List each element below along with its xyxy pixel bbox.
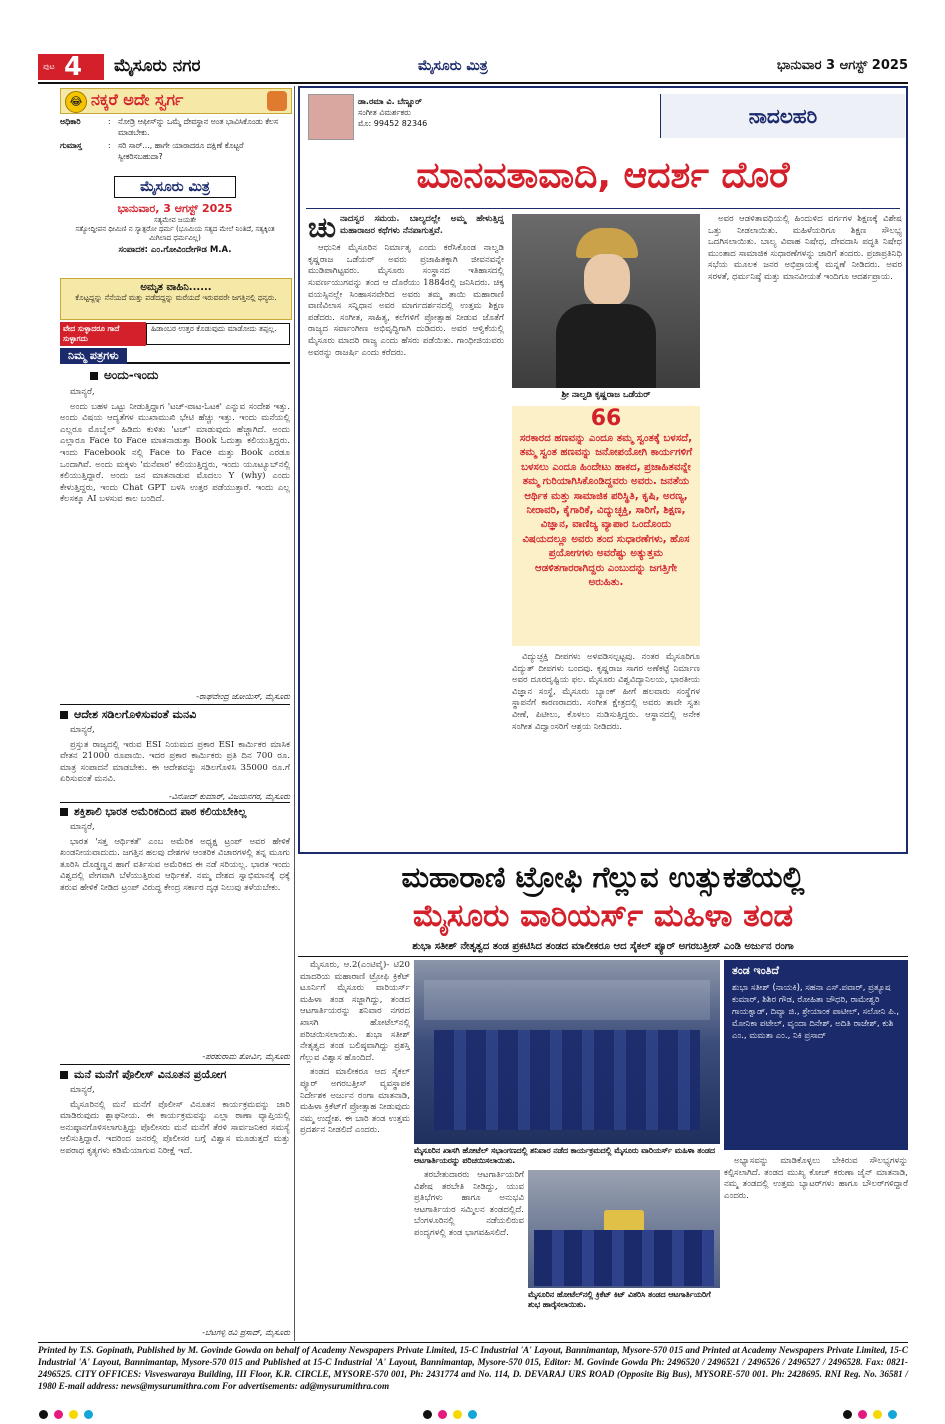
- bullet-icon: [60, 1071, 68, 1079]
- amrutha-box: [60, 278, 292, 320]
- letter-salutation: ಮಾನ್ಯರೆ,: [70, 387, 95, 397]
- nakkare-q-text: ನೋಡ್ರಿ ಆಫೀಸ್‌ನ್ನು ಒಮ್ಮೆ ದೇವಸ್ಥಾನ ಅಂತ ಭಾವಿಸಿಕೊಂಡು ಕೆಲಸ ಮಾಡಬೇಕು.: [118, 117, 278, 137]
- page-number-badge: [38, 54, 104, 80]
- reg-dot-icon: [423, 1410, 432, 1419]
- ear-editor: ಸಂಪಾದಕ: ಎಂ.ಗೋವಿಂದೇಗೌಡ M.A.: [118, 245, 232, 255]
- team-list-box: [724, 960, 908, 1150]
- quote-mark-icon: 66: [590, 406, 622, 431]
- author-role: ಸಂಗೀತ ವಿಮರ್ಶಕರು: [358, 108, 411, 117]
- reg-dot-icon: [453, 1410, 462, 1419]
- letter-title: ಶಕ್ತಿಶಾಲಿ ಭಾರತ ಅಮೆರಿಕದಿಂದ ಪಾಠ ಕಲಿಯಬೇಕಿಲ್ಲ: [74, 806, 247, 818]
- amrutha-text: ಕೊಟ್ಟದ್ದನ್ನು ನೆನೆಯದೆ ಮತ್ತು ಪಡೆದದ್ದನ್ನು ಮರೆಯದೆ ಇರುವವರೇ ಜಗತ್ತಿನಲ್ಲಿ ಧನ್ಯರು.: [75, 293, 277, 302]
- reg-dot-icon: [858, 1410, 867, 1419]
- author-info: [358, 96, 558, 129]
- sports-body-4: ಅಭ್ಯಾಸವನ್ನು ಮಾಡಿಕೊಳ್ಳಲು ಬೇಕಿರುವ ಸೌಲಭ್ಯಗಳನ್ನು ಕಲ್ಪಿಸಲಾಗಿದೆ. ತಂಡದ ಮುಖ್ಯ ಕೋಚ್ ಕರುಣಾ ಜೈನ್ ಮಾತನಾಡಿ, ನಮ್ಮ ತಂಡದಲ್ಲಿ ಉತ್ತಮ ಬ್ಯಾಟರ್‌ಗಳು ಹಾಗೂ ಬೌಲರ್‌ಗಳಿದ್ದಾರೆ ಎಂದರು.: [724, 1156, 908, 1201]
- feature-intro: ನಾದಸ್ವರ ಸಮಯ. ಬಾಲ್ಯದಲ್ಲೇ ಅಮ್ಮ ಹೇಳುತ್ತಿದ್ದ ಮಹಾರಾಜರ ಕಥೆಗಳು ನೆನಪಾಗುತ್ತವೆ.: [340, 214, 504, 236]
- sports-col2: [414, 1170, 524, 1318]
- nakkare-q-label: ಅಧಿಕಾರಿ: [60, 117, 81, 126]
- author-name: ಡಾ.ರಮಾ ವಿ. ಬೆಣ್ಣೂರ್: [358, 97, 422, 106]
- author-phone: ಮೊ: 99452 82346: [358, 119, 428, 128]
- letter-title: ಮನೆ ಮನೆಗೆ ಪೊಲೀಸ್ ವಿನೂತನ ಪ್ರಯೋಗ: [74, 1068, 227, 1081]
- ear-panel: [60, 176, 290, 276]
- proverb-left: ವೇದ ಸುಳ್ಳಾದರೂ ಗಾದೆ ಸುಳ್ಳಾಗದು: [60, 322, 146, 346]
- proverb-right: ಹಿಡಾಂಬರ ಉತ್ತರ ಕೊಡುವುದು ಮಾಡೋದು ತಪ್ಪಲ್ಲ.: [146, 323, 290, 345]
- sports-headline-2: ಮೈಸೂರು ವಾರಿಯರ್ಸ್ ಮಹಿಳಾ ತಂಡ: [412, 898, 794, 934]
- letter-salutation: ಮಾನ್ಯರೆ,: [70, 725, 95, 735]
- letter-signature: -ಪರಶುರಾಮ ತೋರ್ವಿ, ಮೈಸೂರು: [202, 1052, 290, 1061]
- letters-header: [60, 344, 290, 364]
- nakkare-dialogue: ಅಧಿಕಾರಿ : ನೋಡ್ರಿ ಆಫೀಸ್‌ನ್ನು ಒಮ್ಮೆ ದೇವಸ್ಥಾನ ಅಂತ ಭಾವಿಸಿಕೊಂಡು ಕೆಲಸ ಮಾಡಬೇಕು. ಗುಮಾಸ್ತ : ಸರಿ ಸಾರ್..., ಹಾಗೇ ಯಾರಾದರೂ ದಕ್ಷಿಣೆ ಕೊಟ್ಟರೆ ಸ್ವೀಕರಿಸಬಹುದಾ?: [60, 116, 290, 162]
- sports-headline-1: ಮಹಾರಾಣಿ ಟ್ರೋಫಿ ಗೆಲ್ಲುವ ಉತ್ಸುಕತೆಯಲ್ಲಿ: [401, 860, 805, 894]
- nakkare-a-text: ಸರಿ ಸಾರ್..., ಹಾಗೇ ಯಾರಾದರೂ ದಕ್ಷಿಣೆ ಕೊಟ್ಟರೆ ಸ್ವೀಕರಿಸಬಹುದಾ?: [118, 141, 244, 161]
- paper-name-small: ಮೈಸೂರು ಮಿತ್ರ: [418, 58, 488, 74]
- team-list-title: ತಂಡ ಇಂತಿದೆ: [732, 964, 779, 977]
- letter-signature: -ವಿನೋದ್ ಕುಮಾರ್, ವಿಜಯನಗರ, ಮೈಸೂರು: [168, 792, 290, 801]
- team-photo: [414, 960, 720, 1144]
- kit-photo-caption: ಮೈಸೂರಿನ ಹೋಟೆಲ್‌ನಲ್ಲಿ ಕ್ರಿಕೆಟ್ ಕಿಟ್ ವಿತರಿಸಿ ತಂಡದ ಆಟಗಾರ್ತಿಯರಿಗೆ ಶುಭ ಹಾರೈಸಲಾಯಿತು.: [528, 1290, 711, 1309]
- imprint-text: Printed by T.S. Gopinath, Published by M. Govinde Gowda on behalf of Academy Newspapers Private Limited, 15-C Industrial 'A' Layout, Bannimantap, Mysore-570 015 and Printed at Academy Newspapers Private Limited, 15-C Industrial 'A' Layout, Bannimantap, Mysore-570 015 and Published at 15-C Industrial 'A' Layout, Bannimantap, Mysore-570 015, Editor: M. Govinde Gowda: [38, 1345, 908, 1367]
- reg-dot-icon: [888, 1410, 897, 1419]
- dropcap: ಚು: [308, 214, 337, 244]
- section-name: ಮೈಸೂರು ನಗರ: [114, 56, 201, 76]
- nakkare-a-label: ಗುಮಾಸ್ತ: [60, 141, 82, 150]
- letter-item: [60, 708, 290, 788]
- reg-dot-icon: [843, 1410, 852, 1419]
- feature-col1: [308, 214, 504, 846]
- page-number: 4: [64, 52, 83, 82]
- letter-body: ಮೈಸೂರಿನಲ್ಲಿ ಮನೆ ಮನೆಗೆ ಪೊಲೀಸ್ ವಿನೂತನ ಕಾರ್ಯಕ್ರಮವನ್ನು ಜಾರಿ ಮಾಡಿರುವುದು ಶ್ಲಾಘನೀಯ. ಈ ಕಾರ್ಯಕ್ರಮವನ್ನು ಎಲ್ಲಾ ಠಾಣಾ ವ್ಯಾಪ್ತಿಯಲ್ಲಿ ಅನುಷ್ಠಾನಗೊಳಿಸಲಾಗುತ್ತಿದ್ದು ಪೊಲೀಸರು ಮನೆ ಮನೆಗೆ ತೆರಳಿ ಸಾರ್ವಜನಿಕರ ಸಮಸ್ಯೆ ಆಲಿಸುತ್ತಿದ್ದಾರೆ. ಇದರಿಂದ ಜನರಲ್ಲಿ ಪೊಲೀಸರ ಬಗ್ಗೆ ವಿಶ್ವಾಸ ಮೂಡುತ್ತದೆ ಮತ್ತು ಅಪರಾಧ ಕೃತ್ಯಗಳು ಕಡಿಮೆಯಾಗುವ ನಿರೀಕ್ಷೆ ಇದೆ.: [60, 1099, 290, 1156]
- bullet-icon: [60, 808, 68, 816]
- feature-headline: ಮಾನವತಾವಾದಿ, ಆದರ್ಶ ದೊರೆ: [416, 155, 790, 196]
- nakkare-box: [60, 88, 290, 174]
- reg-dot-icon: [468, 1410, 477, 1419]
- feature-body-col3: ಅವರ ಆಡಳಿತಾವಧಿಯಲ್ಲಿ ಹಿಂದುಳಿದ ವರ್ಗಗಳ ಶಿಕ್ಷಣಕ್ಕೆ ವಿಶೇಷ ಒತ್ತು ನೀಡಲಾಯಿತು. ಮಹಿಳೆಯರಿಗೂ ಶಿಕ್ಷಣ ಸೌಲಭ್ಯ ಒದಗಿಸಲಾಯಿತು. ಬಾಲ್ಯ ವಿವಾಹ ನಿಷೇಧ, ದೇವದಾಸಿ ಪದ್ಧತಿ ನಿಷೇಧ ಮುಂತಾದ ಸಾಮಾಜಿಕ ಸುಧಾರಣೆಗಳನ್ನು ಜಾರಿಗೆ ತಂದರು. ಪ್ರಜಾಪ್ರತಿನಿಧಿ ಸಭೆಯ ಮೂಲಕ ಜನರ ಅಭಿಪ್ರಾಯಕ್ಕೆ ಮನ್ನಣೆ ನೀಡಿದರು. ಅವರ ಸರಳತೆ, ಧರ್ಮನಿಷ್ಠೆ ಮತ್ತು ಮಾನವೀಯತೆ ಇಂದಿಗೂ ಆದರ್ಶಪ್ರಾಯ.: [708, 214, 902, 282]
- registration-marks-left: [36, 1404, 96, 1423]
- reg-dot-icon: [84, 1410, 93, 1419]
- kit-photo: [528, 1170, 720, 1288]
- pullquote-text: ಸರಕಾರದ ಹಣವನ್ನು ಎಂದೂ ತಮ್ಮ ಸ್ವಂತಕ್ಕೆ ಬಳಸದೆ, ತಮ್ಮ ಸ್ವಂತ ಹಣವನ್ನು ಜನೋಪಯೋಗಿ ಕಾರ್ಯಗಳಿಗೆ ಬಳಸಲು ಎಂದೂ ಹಿಂದೇಟು ಹಾಕದ, ಪ್ರಜಾಹಿತವನ್ನೇ ತಮ್ಮ ಗುರಿಯಾಗಿಸಿಕೊಂಡಿದ್ದವರು ಅವರು. ಜನತೆಯ ಆರ್ಥಿಕ ಮತ್ತು ಸಾಮಾಜಿಕ ಪರಿಸ್ಥಿತಿ, ಕೃಷಿ, ಅರಣ್ಯ, ನೀರಾವರಿ, ಕೈಗಾರಿಕೆ, ವಿದ್ಯುಚ್ಛಕ್ತಿ, ಸಾರಿಗೆ, ಶಿಕ್ಷಣ, ವಿಜ್ಞಾನ, ವಾಣಿಜ್ಯ ವ್ಯಾಪಾರ ಒಂದೊಂದು ವಿಷಯದಲ್ಲೂ ಅವರು ತಂದ ಸುಧಾರಣೆಗಳು, ಹೊಸ ಪ್ರಯೋಗಗಳು ಅವರೆಷ್ಟು ಅತ್ಯುತ್ತಮ ಆಡಳಿತಗಾರರಾಗಿದ್ದರು ಎಂಬುದನ್ನು ಜಗತ್ತಿಗೇ ಅರುಹಿತು.: [519, 433, 693, 589]
- phones-text: Ph: 2496520 / 2496521 / 2496526 / 2496527 / 2496528. Fax: 0821-2496525. CITY OFFICES: Visveswaraya Building, III Floor, K.R. CIRCLE, MYSORE-570 001, Ph: 2431774 and No. 114, D. DEVARAJ URS ROAD (Opposite Big Bus), MYSORE-570 001. Ph: 2428695. RNI Reg. No. 36581 / 1980 E-mail address: news@mysurumithra.com For advertisements: ad@mysurumithra.com: [38, 1357, 908, 1391]
- ear-details: ಸತ್ಯೋದ್ದೀಪನ ಧೀಮಿಣಿ ನ ಸ್ಯಾತ್ಪರೋ ಧರ್ಮ (ಭೂಮಿಯ ಸತ್ಯದ ಮೇಲೆ ನಿಂತಿದೆ, ಸತ್ಯಕ್ಕಿಂತ ಮಿಗಿಲಾದ ಧರ್ಮವಿಲ್ಲ): [75, 225, 275, 242]
- letters-header-label: ನಿಮ್ಮ ಪತ್ರಗಳು: [60, 348, 127, 364]
- footer-imprint: [38, 1344, 908, 1392]
- registration-marks-center: [420, 1404, 480, 1423]
- team-photo-caption: ಮೈಸೂರಿನ ಖಾಸಗಿ ಹೋಟೆಲ್ ಸಭಾಂಗಣದಲ್ಲಿ ಶನಿವಾರ ನಡೆದ ಕಾರ್ಯಕ್ರಮದಲ್ಲಿ ಮೈಸೂರು ವಾರಿಯರ್ಸ್ ಮಹಿಳಾ ತಂಡದ ಆಟಗಾರ್ತಿಯರನ್ನು ಪರಿಚಯಿಸಲಾಯಿತು.: [414, 1146, 715, 1165]
- feature-body-col1: ಆಧುನಿಕ ಮೈಸೂರಿನ ನಿರ್ಮಾತೃ ಎಂದು ಕರೆಸಿಕೊಂಡ ನಾಲ್ವಡಿ ಕೃಷ್ಣರಾಜ ಒಡೆಯರ್ ಅವರು ಪ್ರಜಾಹಿತಕ್ಕಾಗಿ ಜೀವನವನ್ನೇ ಮುಡಿಪಾಗಿಟ್ಟವರು. ಮೈಸೂರು ಸಂಸ್ಥಾನದ ಇತಿಹಾಸದಲ್ಲಿ ಸುವರ್ಣಯುಗವನ್ನು ತಂದ ಆ ದೊರೆಯು 1884ರಲ್ಲಿ ಜನಿಸಿದರು. ಚಿಕ್ಕ ವಯಸ್ಸಿನಲ್ಲೇ ಸಿಂಹಾಸನವೇರಿದ ಅವರು ತಮ್ಮ ತಾಯಿ ಮಹಾರಾಣಿ ವಾಣಿವಿಲಾಸ ಸನ್ನಿಧಾನ ಅವರ ಮಾರ್ಗದರ್ಶನದಲ್ಲಿ ಉತ್ತಮ ಶಿಕ್ಷಣ ಪಡೆದರು. ಸಂಗೀತ, ಸಾಹಿತ್ಯ, ಕಲೆಗಳಿಗೆ ಪ್ರೋತ್ಸಾಹ ನೀಡುವ ಜೊತೆಗೆ ರಾಜ್ಯದ ಸರ್ವಾಂಗೀಣ ಅಭಿವೃದ್ಧಿಗಾಗಿ ದುಡಿದರು. ಅವರ ಆಳ್ವಿಕೆಯಲ್ಲಿ ಮೈಸೂರು ಮಾದರಿ ರಾಜ್ಯ ಎಂದು ಹೆಸರು ಪಡೆಯಿತು. ಗಾಂಧೀಜಿಯವರು ಅವರನ್ನು ರಾಜರ್ಷಿ ಎಂದು ಕರೆದರು.: [308, 243, 504, 358]
- sports-body-3: ತರಬೇತುದಾರರು ಆಟಗಾರ್ತಿಯರಿಗೆ ವಿಶೇಷ ತರಬೇತಿ ನೀಡಿದ್ದು, ಯುವ ಪ್ರತಿಭೆಗಳು ಹಾಗೂ ಅನುಭವಿ ಆಟಗಾರ್ತಿಯರ ಸಮ್ಮಿಲನ ತಂಡದಲ್ಲಿದೆ. ಬೆಂಗಳೂರಿನಲ್ಲಿ ನಡೆಯಲಿರುವ ಪಂದ್ಯಗಳಲ್ಲಿ ತಂಡ ಭಾಗವಹಿಸಲಿದೆ.: [414, 1170, 524, 1238]
- reg-dot-icon: [39, 1410, 48, 1419]
- letter-body: ಅಂದು ಬಹಳ ಒಟ್ಟು ನೀಡುತ್ತಿದ್ದಾಗ 'ಟಚ್-ವಾಟ-ಓಟಕ' ಎನ್ನುವ ಸಂದೇಶ ಇತ್ತು. ಅಂದು ವಿಷಯ ಆದ್ಯತೆಗಳ ಮುಖಾಮುಖಿ ಭೇಟಿ ಹೆಚ್ಚು ಇತ್ತು. ಇಂದು ಮನೆಯಲ್ಲಿ ಎಲ್ಲರೂ ಮೊಬೈಲ್ ಹಿಡಿದು ಕುಳಿತು 'ಟಚ್' ಮಾಡುವುದು ಹೆಚ್ಚಾಗಿದೆ. ಅಂದು ಎಲ್ಲಾರೂ Face to Face ಮಾತನಾಡುತ್ತಾ Book ಓದುತ್ತಾ ಕಲಿಯುತ್ತಿದ್ದರು. ಇಂದು Facebook ನಲ್ಲಿ Face to Face ಮತ್ತು Book ಎರಡೂ ಒಂದಾಗಿವೆ. ಅಂದು ಮಕ್ಕಳು 'ಮನೆಪಾಠ' ಕಲಿಯುತ್ತಿದ್ದರು, ಇಂದು ಯೂಟ್ಯೂಬ್‌ನಲ್ಲಿ ಕಲಿಯುತ್ತಿದ್ದಾರೆ. ಅಂದು ಜನ ಮಾತನಾಡುವ ಮೊದಲು Y (why) ಎಂದು ಕೇಳುತ್ತಿದ್ದರು, ಇಂದು Chat GPT ಬಳಸಿ ಉತ್ತರ ಪಡೆಯುತ್ತಾರೆ. ಇಂದು ಎಲ್ಲ ಕೆಲಸಕ್ಕೂ AI ಬಳಸುವ ಕಾಲ ಬಂದಿದೆ.: [60, 401, 290, 505]
- letter-divider: [60, 704, 290, 705]
- laughing-emoji-icon: 😂: [65, 91, 87, 113]
- sports-body-2: ತಂಡದ ಮಾಲೀಕರೂ ಆದ ಸೈಕಲ್ ಪ್ಯೂರ್ ಅಗರಬತ್ತೀಸ್ ವ್ಯವಸ್ಥಾಪಕ ನಿರ್ದೇಶಕ ಅರ್ಜುನ ರಂಗಾ ಮಾತನಾಡಿ, ಮಹಿಳಾ ಕ್ರಿಕೆಟ್‌ಗೆ ಪ್ರೋತ್ಸಾಹ ನೀಡುವುದು ನಮ್ಮ ಉದ್ದೇಶ. ಈ ಬಾರಿ ತಂಡ ಉತ್ತಮ ಪ್ರದರ್ಶನ ನೀಡಲಿದೆ ಎಂದರು.: [300, 1067, 410, 1136]
- letter-salutation: ಮಾನ್ಯರೆ,: [70, 822, 95, 832]
- letter-divider: [60, 802, 290, 803]
- feature-body-col2: ವಿದ್ಯುಚ್ಛಕ್ತಿ ದೀಪಗಳು ಅಳವಡಿಸಲ್ಪಟ್ಟವು. ನಂತರ ಮೈಸೂರಿಗೂ ವಿದ್ಯುತ್ ದೀಪಗಳು ಬಂದವು. ಕೃಷ್ಣರಾಜ ಸಾಗರ ಅಣೆಕಟ್ಟೆ ನಿರ್ಮಾಣ ಅವರ ದೂರದೃಷ್ಟಿಯ ಫಲ. ಮೈಸೂರು ವಿಶ್ವವಿದ್ಯಾನಿಲಯ, ಭಾರತೀಯ ವಿಜ್ಞಾನ ಸಂಸ್ಥೆ, ಮೈಸೂರು ಬ್ಯಾಂಕ್ ಹೀಗೆ ಹಲವಾರು ಸಂಸ್ಥೆಗಳ ಸ್ಥಾಪನೆಗೆ ಕಾರಣರಾದರು. ಸಂಗೀತ ಕ್ಷೇತ್ರದಲ್ಲಿ ಅವರು ತಾವೇ ಸ್ವತಃ ವೀಣೆ, ಪಿಟೀಲು, ಕೊಳಲು ನುಡಿಸುತ್ತಿದ್ದರು. ಆಸ್ಥಾನದಲ್ಲಿ ಅನೇಕ ಸಂಗೀತ ವಿದ್ವಾಂಸರಿಗೆ ಆಶ್ರಯ ನೀಡಿದರು.: [512, 652, 700, 732]
- sports-subhead: ಶುಭಾ ಸತೀಶ್ ನೇತೃತ್ವದ ತಂಡ ಪ್ರಕಟಿಸಿದ ತಂಡದ ಮಾಲೀಕರೂ ಆದ ಸೈಕಲ್ ಪ್ಯೂರ್ ಅಗರಬತ್ತೀಸ್ ಎಂಡಿ ಅರ್ಜುನ ರಂಗಾ: [412, 941, 794, 952]
- letter-item: [60, 1068, 290, 1318]
- ear-date: ಭಾನುವಾರ, 3 ಆಗಸ್ಟ್ 2025: [117, 202, 233, 215]
- ear-motto: ಸತ್ಯಮೇವ ಜಯತೇ: [153, 216, 197, 224]
- letter-divider: [60, 1064, 290, 1065]
- column-name: ನಾದಲಹರಿ: [748, 104, 818, 128]
- ear-logo: ಮೈಸೂರು ಮಿತ್ರ: [114, 176, 236, 198]
- pullquote-box: [512, 406, 700, 646]
- sports-rule: [298, 956, 908, 957]
- letter-body: ಪ್ರಸ್ತುತ ರಾಜ್ಯದಲ್ಲಿ ಇರುವ ESI ನಿಯಮದ ಪ್ರಕಾರ ESI ಕಾರ್ಮಿಕರ ಮಾಸಿಕ ವೇತನ 21000 ರೂಪಾಯಿ. ಇದರ ಪ್ರಕಾರ ಕಾರ್ಮಿಕರು ಪ್ರತಿ ದಿನ 700 ರೂ. ಮಾತ್ರ ಸಂಪಾದನೆ ಮಾಡಬೇಕು. ಈ ಆದೇಶವನ್ನು ಸಡಿಲಗೊಳಿಸಿ 35000 ರೂ.ಗೆ ಏರಿಸುವಂತೆ ಮನವಿ.: [60, 739, 290, 785]
- reg-dot-icon: [69, 1410, 78, 1419]
- cartoon-figure-icon: [267, 91, 287, 111]
- feature-col2: [512, 652, 700, 846]
- author-photo: [308, 94, 354, 140]
- letter-title: ಅಂದು-ಇಂದು: [104, 368, 159, 382]
- photo-caption: ಶ್ರೀ ನಾಲ್ವಡಿ ಕೃಷ್ಣರಾಜ ಒಡೆಯರ್: [561, 390, 651, 400]
- letter-signature: -ಬೆಟಗಳ್ಳಿ ರವಿ ಪ್ರಸಾದ್, ಮೈಸೂರು: [202, 1328, 290, 1337]
- page-label: ಪುಟ: [43, 62, 55, 71]
- column-name-badge: [660, 94, 905, 138]
- reg-dot-icon: [873, 1410, 882, 1419]
- feature-col3: [708, 214, 902, 846]
- masthead: [38, 54, 908, 80]
- team-list-text: ಶುಭಾ ಸತೀಶ್ (ನಾಯಕಿ), ಸಹನಾ ಎಸ್.ಪವಾರ್, ಪ್ರತ್ಯೂಷ ಕುಮಾರ್, ಶಿಶಿರ ಗೌಡ, ರೋಹಿತಾ ಚೌಧರಿ, ರಾಮೇಶ್ವರಿ ಗಾಯಕ್ವಾಡ್, ದಿವ್ಯಾ ಜಿ., ಶ್ರೇಯಾಂಕ ಪಾಟೀಲ್, ಸಲೋನಿ ಪಿ., ಮೋನಿಕಾ ಪಟೇಲ್, ವೃಂದಾ ದಿನೇಶ್, ಅದಿತಿ ರಾಜೇಶ್, ಕುಶಿ ಎಂ., ಮಮತಾ ಎಂ., ನಿಕಿ ಪ್ರಸಾದ್: [732, 983, 900, 1041]
- letter-salutation: ಮಾನ್ಯರೆ,: [70, 1085, 95, 1095]
- letter-item: [60, 806, 290, 1046]
- nakkare-title: ನಕ್ಕರೆ ಅದೇ ಸ್ವರ್ಗ: [91, 90, 184, 109]
- letter-signature: -ರಾಘವೇಂದ್ರ ಜೋಯಿಸ್, ಮೈಸೂರು: [196, 692, 290, 701]
- sports-col4: [724, 1156, 908, 1318]
- amrutha-title: ಅಮೃತ ವಾಹಿನಿ......: [140, 282, 212, 293]
- headline-rule: [306, 208, 900, 209]
- sports-col1: [300, 960, 410, 1318]
- sports-body-1: ಮೈಸೂರು, ಆ.2(ಎಂಟಿವೈ)- ಟಿ20 ಮಾದರಿಯ ಮಹಾರಾಣಿ ಟ್ರೋಫಿ ಕ್ರಿಕೆಟ್ ಟೂರ್ನಿಗೆ ಮೈಸೂರು ವಾರಿಯರ್ಸ್ ಮಹಿಳಾ ತಂಡ ಸಜ್ಜಾಗಿದ್ದು, ತಂಡದ ಆಟಗಾರ್ತಿಯರನ್ನು ಶನಿವಾರ ನಗರದ ಖಾಸಗಿ ಹೋಟೆಲ್‌ನಲ್ಲಿ ಪರಿಚಯಿಸಲಾಯಿತು. ಶುಭಾ ಸತೀಶ್ ನೇತೃತ್ವದ ತಂಡ ಬಲಿಷ್ಠವಾಗಿದ್ದು ಪ್ರಶಸ್ತಿ ಗೆಲ್ಲುವ ವಿಶ್ವಾಸ ಹೊಂದಿದೆ.: [300, 960, 410, 1063]
- bullet-icon: [60, 711, 68, 719]
- proverb-box: [60, 322, 290, 346]
- masthead-rule: [38, 82, 908, 84]
- letter-title: ಆದೇಶ ಸಡಿಲಗೊಳಿಸುವಂತೆ ಮನವಿ: [74, 708, 197, 721]
- reg-dot-icon: [438, 1410, 447, 1419]
- maharaja-photo: [512, 214, 700, 388]
- letter-item: [60, 368, 290, 684]
- registration-marks-right: [840, 1404, 900, 1423]
- feature-box: [298, 86, 908, 854]
- masthead-date: ಭಾನುವಾರ 3 ಆಗಸ್ಟ್ 2025: [776, 58, 908, 73]
- letter-body: ಭಾರತ 'ಸತ್ತ ಆರ್ಥಿಕತೆ' ಎಂಬ ಅಮೆರಿಕ ಅಧ್ಯಕ್ಷ ಟ್ರಂಪ್ ಅವರ ಹೇಳಿಕೆ ಖಂಡನೀಯವಾದುದು. ಜಗತ್ತಿನ ಹಲವು ದೇಶಗಳ ಆಂತರಿಕ ವಿಚಾರಗಳಲ್ಲಿ ತನ್ನ ಮೂಗು ತೂರಿಸಿ ದೊಡ್ಡಣ್ಣನ ಹಾಗೆ ವರ್ತಿಸುವ ಅಮೆರಿಕದ ಈ ನಡೆ ಸರಿಯಲ್ಲ. ಭಾರತ ಇಂದು ವಿಶ್ವದಲ್ಲಿ ವೇಗವಾಗಿ ಬೆಳೆಯುತ್ತಿರುವ ಆರ್ಥಿಕತೆ. ನಮ್ಮ ದೇಶದ ಸ್ವಾಭಿಮಾನಕ್ಕೆ ಧಕ್ಕೆ ತರುವ ಹೇಳಿಕೆ ನೀಡಿದ ಟ್ರಂಪ್ ವಿರುದ್ಧ ಕೇಂದ್ರ ಸರ್ಕಾರ ದೃಢ ನಿಲುವು ತಳೆಯಬೇಕು.: [60, 836, 290, 893]
- bullet-icon: [90, 372, 98, 380]
- reg-dot-icon: [54, 1410, 63, 1419]
- footer-rule: [38, 1342, 908, 1343]
- nakkare-banner: [60, 88, 292, 114]
- column-separator: [294, 86, 295, 1341]
